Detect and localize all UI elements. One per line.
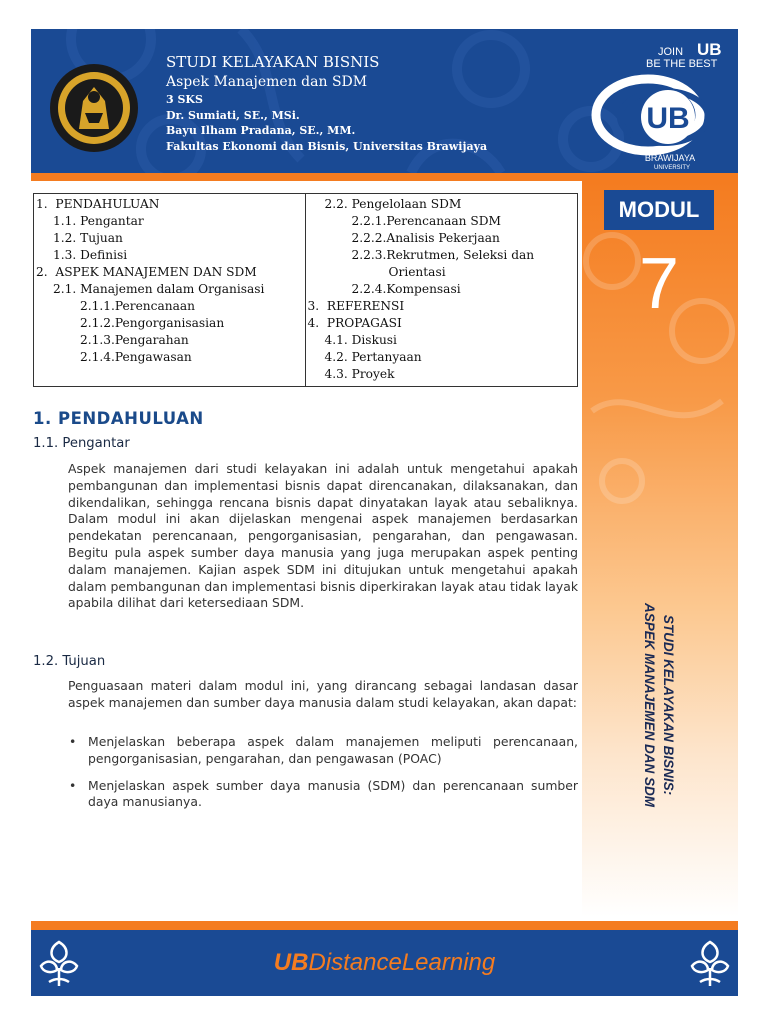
svg-text:UB: UB — [646, 102, 690, 135]
toc-item[interactable]: 1.1. Pengantar — [53, 214, 144, 228]
toc-item[interactable]: 4.1. Diskusi — [324, 333, 397, 347]
toc-item[interactable]: 2.1.1.Perencanaan — [80, 299, 195, 313]
course-subtitle: Aspek Manajemen dan SDM — [166, 74, 368, 90]
toc-item[interactable]: 4.3. Proyek — [324, 367, 395, 381]
batik-ornament-icon — [686, 938, 734, 990]
toc-item[interactable]: 4. PROPAGASI — [307, 316, 402, 330]
course-credits: 3 SKS — [166, 93, 203, 106]
vertical-title-line-1: STUDI KELAYAKAN BISNIS: — [661, 614, 676, 796]
list-item: • Menjelaskan beberapa aspek dalam manajemen meliputi perencanaan, pengorganisasian, pengarahan, dan pengawasan (POAC) — [69, 734, 578, 766]
ub-join-logo-icon — [586, 35, 736, 171]
toc-item[interactable]: 2. ASPEK MANAJEMEN DAN SDM — [36, 265, 257, 279]
module-number: 7 — [638, 244, 680, 324]
toc-item[interactable]: 1.3. Definisi — [53, 248, 128, 262]
course-title: STUDI KELAYAKAN BISNIS — [166, 53, 380, 71]
toc-item[interactable]: 2.2.4.Kompensasi — [351, 282, 461, 296]
toc-item[interactable]: 1. PENDAHULUAN — [36, 197, 160, 211]
bullet-icon: • — [69, 777, 77, 793]
footer-banner — [31, 930, 738, 996]
toc-item[interactable]: Orientasi — [388, 265, 446, 279]
svg-text:JOIN: JOIN — [658, 46, 684, 58]
subsection-heading: 1.2. Tujuan — [33, 654, 106, 669]
svg-text:BRAWIJAYA: BRAWIJAYA — [644, 153, 696, 163]
paragraph-pengantar: Aspek manajemen dari studi kelayakan ini adalah untuk mengetahui apakah pembangunan dan implementasi bisnis dapat direncanakan, dilaksanakan, dan dikendalikan, sehingga rencana bisnis dapat dinyatakan layak atau sebaliknya. Dalam modul ini akan dijelaskan mengenai aspek manajemen berdasarkan pendekatan perencanaan, pengorganisasian, pengarahan, dan pengawasan. Begitu pula aspek sumber daya manusia yang juga merupakan aspek penting dalam manajemen. Kajian aspek SDM ini ditujukan untuk mengetahui apakah dalam pembangunan dan implementasi bisnis diperkirakan layak atau tidak layak apabila dilihat dari ketersediaan SDM. — [68, 461, 578, 611]
author-1: Dr. Sumiati, SE., MSi. — [166, 108, 300, 122]
bullet-icon: • — [69, 734, 77, 749]
toc-item[interactable]: 4.2. Pertanyaan — [324, 350, 422, 364]
toc-left-column — [34, 194, 306, 386]
header-banner — [31, 29, 738, 173]
section-heading: 1. PENDAHULUAN — [33, 409, 204, 428]
svg-text:BE THE BEST: BE THE BEST — [646, 58, 718, 70]
university-seal-icon — [49, 63, 139, 153]
footer-orange-strip — [31, 921, 738, 930]
vertical-module-title — [640, 555, 678, 855]
toc-item[interactable]: 2.2.2.Analisis Pekerjaan — [351, 231, 500, 245]
header-text-block — [166, 53, 487, 154]
objectives-list — [68, 734, 578, 821]
module-label: MODUL — [604, 190, 714, 230]
toc-item[interactable]: 2.1.2.Pengorganisasian — [80, 316, 225, 330]
toc-item[interactable]: 2.2. Pengelolaan SDM — [324, 197, 462, 211]
author-2: Bayu Ilham Pradana, SE., MM. — [166, 124, 356, 137]
module-side-panel — [582, 181, 738, 917]
list-item: • Menjelaskan aspek sumber daya manusia (SDM) dan perencanaan sumber daya manusianya. — [69, 777, 578, 810]
svg-text:UNIVERSITY: UNIVERSITY — [653, 165, 691, 171]
subsection-heading: 1.1. Pengantar — [33, 436, 130, 451]
faculty-name: Fakultas Ekonomi dan Bisnis, Universitas Brawijaya — [166, 139, 488, 153]
toc-item[interactable]: 2.1.3.Pengarahan — [80, 333, 189, 347]
distance-learning-brand: UBDistanceLearning — [273, 949, 496, 976]
toc-item[interactable]: 2.2.1.Perencanaan SDM — [351, 214, 501, 228]
header-orange-strip — [31, 173, 738, 181]
paragraph-tujuan: Penguasaan materi dalam modul ini, yang dirancang sebagai landasan dasar aspek manajemen dan sumber daya manusia dalam studi kelayakan, akan dapat: — [68, 678, 578, 710]
toc-item[interactable]: 2.1. Manajemen dalam Organisasi — [53, 282, 265, 296]
vertical-title-line-2: ASPEK MANAJEMEN DAN SDM — [642, 602, 657, 808]
table-of-contents — [33, 193, 578, 387]
toc-item[interactable]: 1.2. Tujuan — [53, 231, 123, 245]
toc-right-column — [306, 194, 578, 386]
svg-text:UB: UB — [697, 40, 722, 59]
toc-item[interactable]: 3. REFERENSI — [307, 299, 405, 313]
toc-item[interactable]: 2.1.4.Pengawasan — [80, 350, 192, 364]
toc-item[interactable]: 2.2.3.Rekrutmen, Seleksi dan — [351, 248, 535, 262]
